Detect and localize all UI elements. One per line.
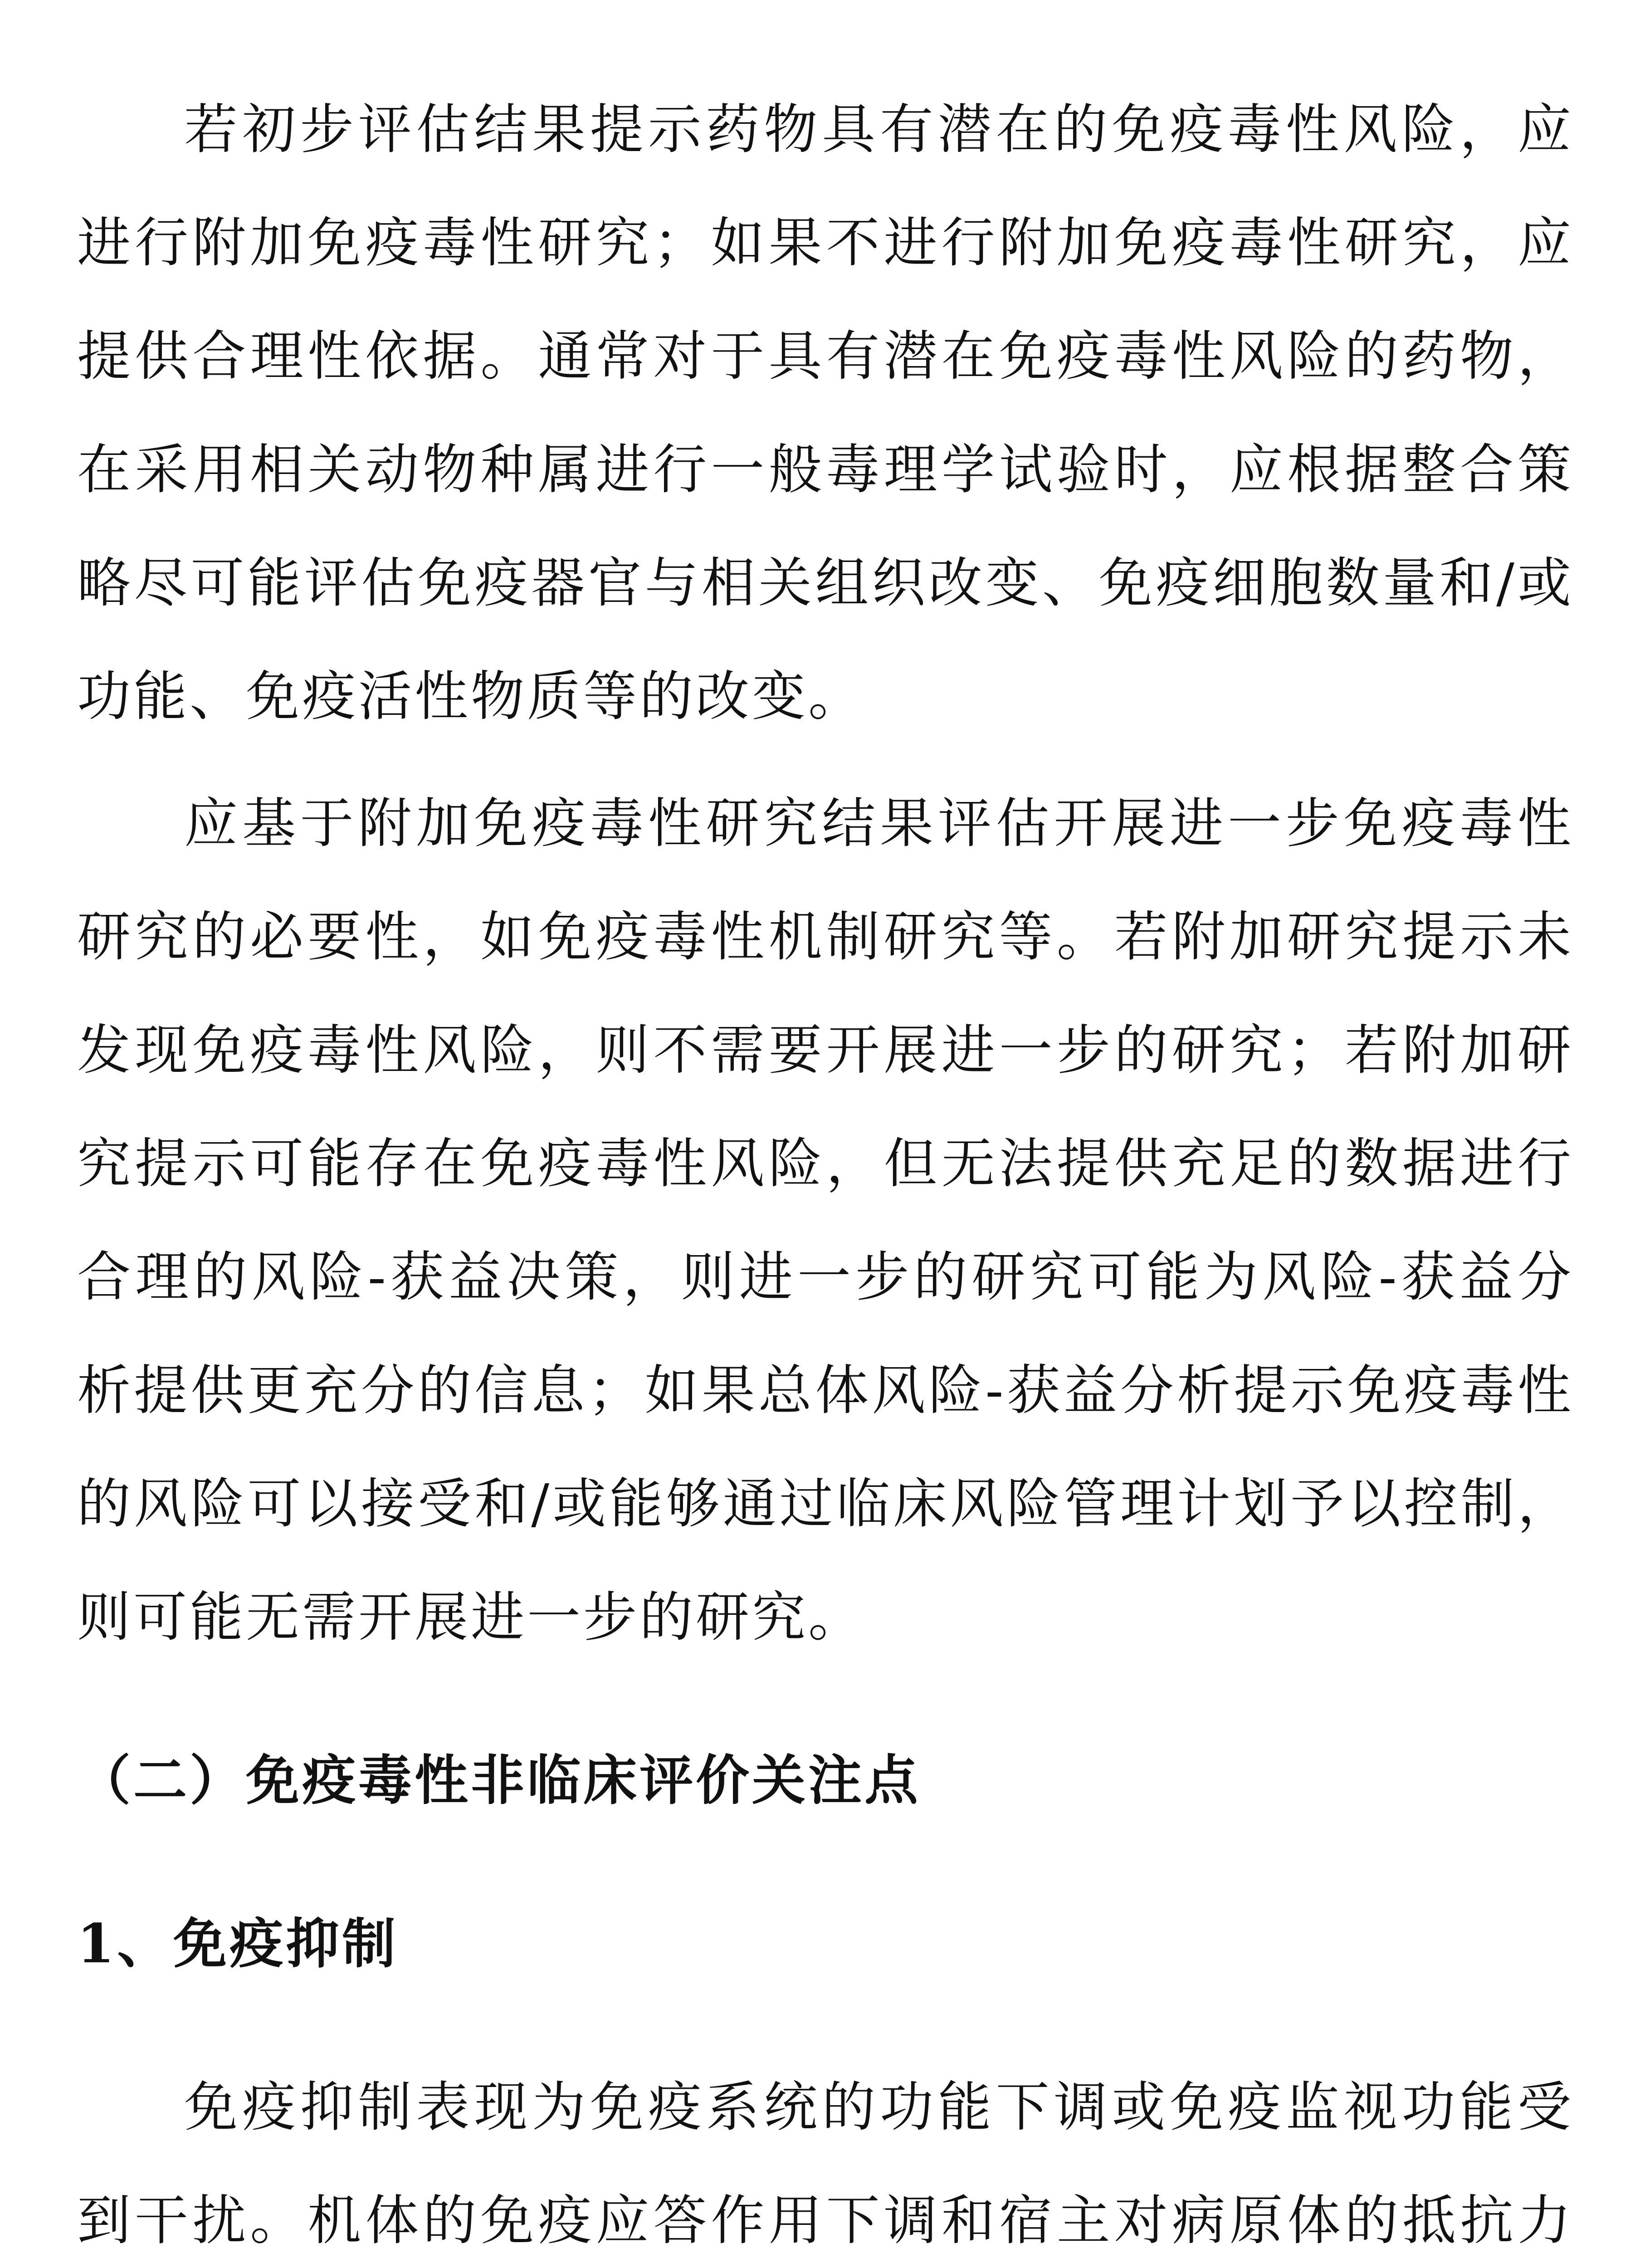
- paragraph-initial-assessment: 若初步评估结果提示药物具有潜在的免疫毒性风险，应进行附加免疫毒性研究；如果不进行附加免疫毒性研究，应提供合理性依据。通常对于具有潜在免疫毒性风险的药物，在采用相关动物种属进行一般毒理学试验时，应根据整合策略尽可能评估免疫器官与相关组织改变、免疫细胞数量和/或功能、免疫活性物质等的改变。: [77, 98, 1574, 728]
- section-heading: （二）免疫毒性非临床评价关注点: [77, 1749, 921, 1812]
- paragraph-immunosuppression: 免疫抑制表现为免疫系统的功能下调或免疫监视功能受到干扰。机体的免疫应答作用下调和宿主对病原体的抵抗力: [77, 2076, 1574, 2252]
- paragraph-further-study: 应基于附加免疫毒性研究结果评估开展进一步免疫毒性研究的必要性，如免疫毒性机制研究等。若附加研究提示未发现免疫毒性风险，则不需要开展进一步的研究；若附加研究提示可能存在免疫毒性风险，但无法提供充足的数据进行合理的风险-获益决策，则进一步的研究可能为风险-获益分析提供更充分的信息；如果总体风险-获益分析提示免疫毒性的风险可以接受和/或能够通过临床风险管理计划予以控制，则可能无需开展进一步的研究。: [77, 792, 1574, 1648]
- subsection-heading: 1、免疫抑制: [77, 1912, 399, 1975]
- document-body: [77, 73, 1574, 2268]
